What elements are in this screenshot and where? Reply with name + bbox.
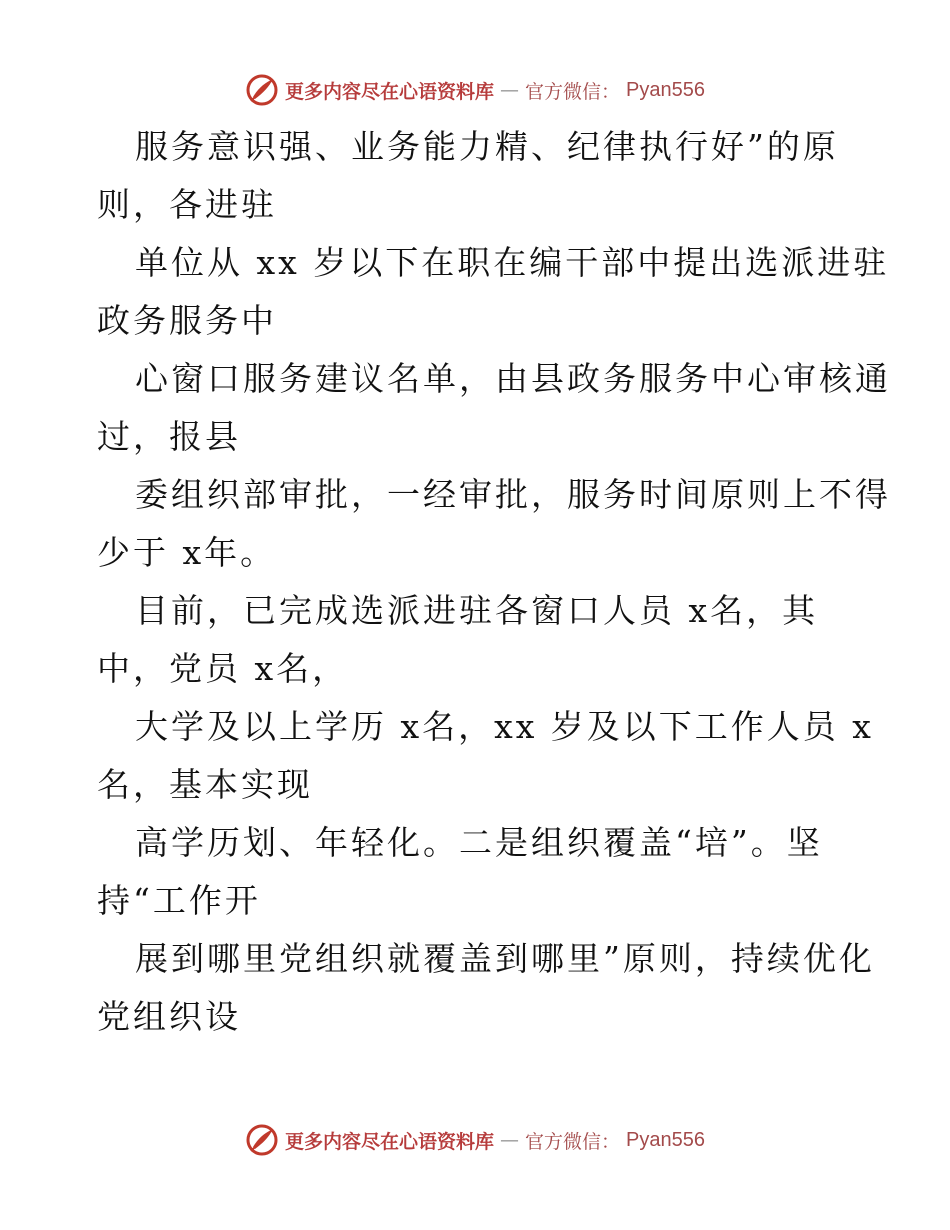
paragraph-line-continuation: 名，基本实现 — [97, 765, 313, 804]
paragraph-line-first: 单位从 xx 岁以下在职在编干部中提出选派进驻 — [135, 243, 890, 282]
header-watermark — [0, 70, 950, 110]
paragraph-line-first: 目前，已完成选派进驻各窗口人员 x名，其 — [135, 591, 819, 630]
document-body — [97, 118, 891, 1046]
paragraph-line-first: 心窗口服务建议名单，由县政务服务中心审核通 — [135, 359, 891, 398]
paragraph-line-first: 服务意识强、业务能力精、纪律执行好”的原 — [135, 127, 839, 166]
paragraph — [97, 930, 875, 1046]
paragraph-line-continuation: 少于 x年。 — [97, 533, 277, 572]
header-brand: 更多内容尽在心语资料库 — [285, 80, 495, 103]
quill-logo-icon — [245, 73, 279, 107]
quill-logo-icon — [245, 1123, 279, 1157]
footer-separator: — — [500, 1129, 520, 1151]
paragraph-line-continuation: 则，各进驻 — [97, 185, 277, 224]
paragraph — [97, 814, 857, 930]
paragraph-line-continuation: 政务服务中 — [97, 301, 277, 340]
paragraph-line-continuation: 党组织设 — [97, 997, 241, 1036]
footer-brand: 更多内容尽在心语资料库 — [285, 1130, 495, 1153]
paragraph — [97, 118, 857, 234]
footer-watermark — [0, 1120, 950, 1160]
paragraph — [97, 466, 891, 582]
footer-wechat-label: 官方微信： — [525, 1130, 621, 1153]
header-wechat-id: Pyan556 — [626, 78, 705, 101]
header-wechat-label: 官方微信： — [525, 80, 621, 103]
footer-wechat-id: Pyan556 — [626, 1128, 705, 1151]
paragraph — [97, 698, 874, 814]
paragraph-line-continuation: 持“工作开 — [97, 881, 261, 920]
paragraph — [97, 234, 890, 350]
header-separator: — — [500, 79, 520, 101]
paragraph-line-continuation: 中，党员 x名， — [97, 649, 349, 688]
paragraph-line-first: 大学及以上学历 x名，xx 岁及以下工作人员 x — [135, 707, 874, 746]
paragraph-line-continuation: 过，报县 — [97, 417, 241, 456]
paragraph — [97, 582, 857, 698]
paragraph — [97, 350, 891, 466]
paragraph-line-first: 委组织部审批，一经审批，服务时间原则上不得 — [135, 475, 891, 514]
paragraph-line-first: 展到哪里党组织就覆盖到哪里”原则，持续优化 — [135, 939, 875, 978]
paragraph-line-first: 高学历划、年轻化。二是组织覆盖“培”。坚 — [135, 823, 823, 862]
